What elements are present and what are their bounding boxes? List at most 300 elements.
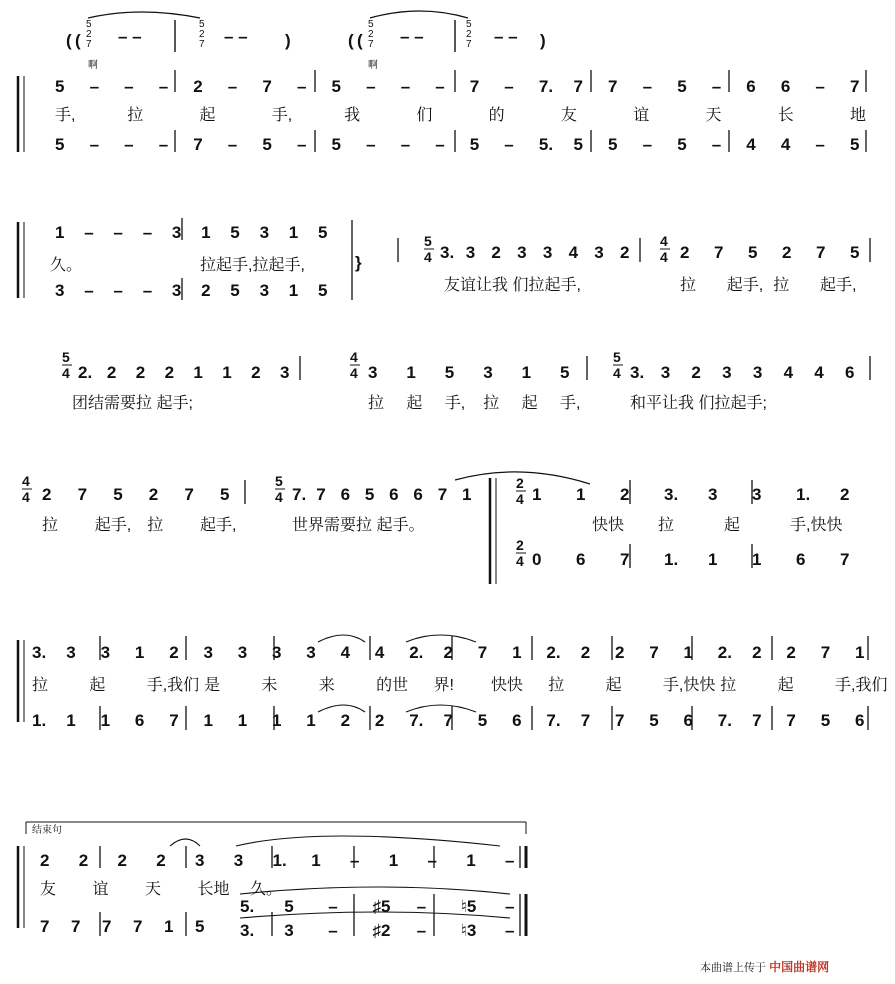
line6-chord-high: [240, 897, 514, 916]
line5-bottom-note-0: 1.: [32, 711, 47, 730]
line1-top-note-13: –: [504, 77, 514, 96]
line2-bottom-notes: [55, 281, 327, 300]
line4-voice-top-note-3: 3.: [664, 485, 679, 504]
line3-m1-note-0: 2.: [78, 363, 93, 382]
line5-top-note-2: 3: [100, 643, 111, 662]
svg-text:– –: – –: [118, 27, 142, 46]
line6-top-notes: [40, 851, 514, 870]
line2-solo-b-lyric-0: 拉: [680, 277, 697, 294]
svg-text:(: (: [357, 31, 363, 50]
line3-m3-notes: [630, 363, 854, 382]
line5-top-note-7: 3: [272, 643, 282, 662]
system-5: [18, 635, 887, 730]
line4-m1-notes: [42, 485, 229, 504]
line4-m1-lyric-1: 起手,: [94, 517, 132, 534]
line4-m2-note-7: 1: [462, 485, 472, 504]
line4-m2-notes: [292, 485, 471, 504]
intro-hum-1: 啊: [88, 60, 98, 71]
line3-m3-note-6: 4: [814, 363, 824, 382]
ts-l4-c-bottom: 4: [516, 491, 524, 507]
ts-l3-c-top: 5: [613, 349, 621, 365]
line2-solo-a-note-1: 3: [465, 243, 476, 262]
intro-b-n2: 2: [199, 29, 205, 40]
ts-l2-a-bottom: 4: [424, 249, 432, 265]
line5-top-note-23: 7: [820, 643, 831, 662]
line3-m3-note-1: 3: [660, 363, 671, 382]
line2-solo-a-note-4: 3: [542, 243, 553, 262]
intro-a-n3: 7: [86, 39, 92, 50]
line4-m2-note-4: 6: [389, 485, 399, 504]
line4-m2-note-6: 7: [437, 485, 448, 504]
line6-top-note-5: 3: [233, 851, 244, 870]
line4-voice-top-note-0: 1: [532, 485, 542, 504]
line1-top-note-14: 7.: [538, 77, 554, 96]
line6-chord-high-note-6: –: [505, 897, 515, 916]
system-4: [22, 472, 849, 584]
intro-b-n1: 5: [199, 19, 205, 30]
line3-m3-note-7: 6: [845, 363, 855, 382]
line2-solo-a-note-5: 4: [568, 243, 579, 262]
line4-voice-top-notes: [532, 485, 849, 504]
line5-top-note-5: 3: [203, 643, 213, 662]
line5-bottom-note-14: 6: [512, 711, 522, 730]
line4-voice-top-note-4: 3: [708, 485, 718, 504]
line4-voice-bottom-note-4: 1: [708, 550, 718, 569]
line5-bottom-note-12: 7: [443, 711, 453, 730]
line5-top-note-4: 2: [169, 643, 179, 662]
line5-bottom-note-6: 1: [237, 711, 248, 730]
line1-bottom-note-22: –: [815, 135, 825, 154]
line1-lyric-0: 手,: [55, 107, 76, 124]
line6-top-note-2: 2: [117, 851, 127, 870]
line3-m2-notes: [368, 363, 569, 382]
footer-text: 本曲谱上传于: [700, 962, 766, 974]
line3-m2-note-0: 3: [368, 363, 378, 382]
line5-bottom-notes: [32, 711, 864, 730]
line1-top-note-23: 7: [850, 77, 860, 96]
line5-bottom-note-18: 5: [649, 711, 659, 730]
line2-bottom-note-4: 3: [171, 281, 182, 300]
system-6: [18, 822, 526, 940]
line5-bottom-note-15: 7.: [546, 711, 561, 730]
line1-lyric-6: 的: [488, 107, 505, 124]
line4-voice-bottom-notes: [532, 550, 849, 569]
system-2: [18, 218, 870, 300]
line4-m1-lyric-3: 起手,: [200, 517, 237, 534]
line4-voice-lyric-3: 手,快快: [790, 517, 843, 534]
line1-lyric-5: 们: [416, 107, 433, 124]
line6-chord-low-note-6: –: [505, 921, 515, 940]
line1-top-note-18: 5: [677, 77, 687, 96]
line3-m2-note-4: 1: [521, 363, 532, 382]
line3-m2-lyric-4: 起: [521, 395, 538, 412]
line5-bottom-note-1: 1: [66, 711, 76, 730]
line6-chord-high-note-5: ♮5: [460, 897, 477, 916]
line1-bottom-note-2: –: [124, 135, 134, 154]
line2-solo-b-note-2: 5: [748, 243, 758, 262]
line2-top-note-5: 1: [201, 223, 211, 242]
line6-chord-high-note-1: 5: [284, 897, 294, 916]
intro-chords: [66, 11, 546, 71]
line2-bottom-note-1: –: [84, 281, 94, 300]
line1-top-notes: [55, 77, 859, 96]
line3-m2-note-1: 1: [406, 363, 416, 382]
line5-bottom-note-16: 7: [580, 711, 591, 730]
line5-top-note-16: 2: [580, 643, 591, 662]
line6-bottom-notes: [40, 917, 204, 936]
line5-top-note-22: 2: [786, 643, 796, 662]
line4-m1-note-1: 7: [77, 485, 88, 504]
line4-voice-bottom-note-2: 7: [620, 550, 630, 569]
line1-top-note-10: –: [400, 77, 411, 96]
line1-bottom-note-20: 4: [746, 135, 756, 154]
line1-bottom-note-5: –: [227, 135, 238, 154]
line4-m1-note-3: 2: [148, 485, 159, 504]
line5-bottom-note-21: 7: [752, 711, 762, 730]
line4-m1-note-2: 5: [113, 485, 123, 504]
line1-bottom-note-12: 5: [469, 135, 480, 154]
line2-bottom-note-3: –: [142, 281, 153, 300]
ts-l4-b-bottom: 4: [275, 489, 283, 505]
line1-bottom-note-0: 5: [55, 135, 65, 154]
svg-text:(: (: [66, 31, 72, 50]
line1-bottom-note-1: –: [89, 135, 100, 154]
line4-voice-lyrics: [592, 516, 842, 534]
line6-bottom-note-1: 7: [71, 917, 81, 936]
line1-top-note-12: 7: [469, 77, 480, 96]
intro-c-n3: 7: [368, 39, 374, 50]
intro-d-n3: 7: [466, 39, 472, 50]
line5-top-note-15: 2.: [546, 643, 561, 662]
ts-l4-a-bottom: 4: [22, 489, 30, 505]
line6-top-note-6: 1.: [272, 851, 287, 870]
ts-l2-b-bottom: 4: [660, 249, 668, 265]
line1-bottom-note-10: –: [400, 135, 411, 154]
line1-bottom-note-7: –: [297, 135, 307, 154]
line2-solo-a-note-0: 3.: [440, 243, 455, 262]
line2-solo-a-notes: [440, 243, 629, 262]
line1-top-note-17: –: [642, 77, 653, 96]
line1-bottom-note-18: 5: [677, 135, 687, 154]
line5-top-note-17: 2: [615, 643, 625, 662]
line2-solo-b-lyric-1: 起手,: [726, 277, 764, 294]
line4-m1-note-4: 7: [184, 485, 194, 504]
line1-bottom-note-11: –: [435, 135, 445, 154]
line4-voice-top-note-2: 2: [620, 485, 630, 504]
line2-solo-b-note-4: 7: [816, 243, 826, 262]
line3-m1-note-7: 3: [280, 363, 290, 382]
line2-solo-a-note-7: 2: [620, 243, 630, 262]
line4-voice-bottom-note-7: 7: [840, 550, 850, 569]
line2-solo-a-note-3: 3: [517, 243, 527, 262]
line3-m1-note-3: 2: [164, 363, 175, 382]
ts-l4-a-top: 4: [22, 473, 30, 489]
ts-l3-b-top: 4: [350, 349, 358, 365]
line2-bottom-note-8: 1: [288, 281, 299, 300]
line1-lyric-8: 谊: [633, 107, 650, 124]
line5-bottom-note-9: 2: [340, 711, 351, 730]
line1-lyric-9: 天: [705, 107, 722, 124]
line5-top-note-9: 4: [340, 643, 351, 662]
line6-lyric-2: 天: [145, 881, 162, 898]
svg-text:(: (: [75, 31, 81, 50]
line4-voice-bottom-note-1: 6: [576, 550, 586, 569]
line2-solo-b-note-0: 2: [680, 243, 690, 262]
line3-m3-note-2: 2: [691, 363, 701, 382]
line6-bottom-note-5: 5: [195, 917, 205, 936]
line1-top-note-6: 7: [262, 77, 272, 96]
line5-bottom-note-22: 7: [786, 711, 796, 730]
line2-solo-b-notes: [680, 243, 859, 262]
line5-top-note-1: 3: [66, 643, 76, 662]
line4-m2-note-2: 6: [340, 485, 351, 504]
line1-top-note-21: 6: [780, 77, 791, 96]
line5-bottom-note-3: 6: [134, 711, 145, 730]
line6-chord-high-note-3: ♯5: [372, 897, 391, 916]
ts-l4-d-bottom: 4: [516, 553, 524, 569]
line4-voice-top-note-6: 1.: [796, 485, 811, 504]
line4-voice-bottom-note-0: 0: [532, 550, 542, 569]
line4-m2-lyrics: 世界需要拉 起手。: [292, 517, 425, 534]
line5-bottom-note-13: 5: [477, 711, 488, 730]
line6-top-note-11: 1: [466, 851, 476, 870]
line4-m2-note-1: 7: [316, 485, 326, 504]
line4-m1-note-0: 2: [42, 485, 52, 504]
ts-l4-b-top: 5: [275, 473, 283, 489]
line1-bottom-note-21: 4: [780, 135, 791, 154]
line6-top-note-4: 3: [195, 851, 205, 870]
line2-solo-b-note-1: 7: [714, 243, 724, 262]
ts-l2-b-top: 4: [660, 233, 668, 249]
line1-lyric-4: 我: [344, 107, 361, 124]
line6-bottom-note-0: 7: [40, 917, 50, 936]
line4-voice-bottom-note-6: 6: [796, 550, 806, 569]
line6-chord-high-note-0: 5.: [240, 897, 255, 916]
line1-bottom-note-17: –: [642, 135, 653, 154]
line2-top-note-1: –: [84, 223, 94, 242]
line5-bottom-note-5: 1: [203, 711, 213, 730]
line5-bottom-note-11: 7.: [409, 711, 424, 730]
line3-m2-lyric-3: 拉: [483, 395, 500, 412]
line2-solo-b-note-5: 5: [850, 243, 860, 262]
line5-bottom-note-19: 6: [683, 711, 693, 730]
line1-top-note-8: 5: [331, 77, 341, 96]
line1-bottom-note-3: –: [158, 135, 169, 154]
line1-top-note-11: –: [435, 77, 445, 96]
svg-text:– –: – –: [224, 27, 248, 46]
line5-bottom-note-7: 1: [272, 711, 282, 730]
line3-m1-note-1: 2: [106, 363, 117, 382]
line4-m2-note-5: 6: [413, 485, 423, 504]
ts-l3-c-bottom: 4: [613, 365, 621, 381]
svg-text:– –: – –: [400, 27, 424, 46]
line5-top-note-0: 3.: [32, 643, 47, 662]
line5-top-note-13: 7: [477, 643, 488, 662]
line1-top-note-7: –: [297, 77, 307, 96]
line3-m3-note-5: 4: [783, 363, 794, 382]
line5-lyric-14: 手,我们: [835, 677, 888, 694]
line1-top-note-4: 2: [193, 77, 203, 96]
intro-hum-2: 啊: [368, 60, 378, 71]
line1-lyric-3: 手,: [271, 107, 293, 124]
svg-text:): ): [540, 31, 546, 50]
line6-chord-high-note-2: –: [328, 897, 338, 916]
line1-bottom-note-15: 5: [573, 135, 583, 154]
system-3: [62, 349, 870, 412]
ts-l3-a-bottom: 4: [62, 365, 70, 381]
line5-lyric-8: 快快: [490, 677, 523, 694]
line6-chord-low-note-1: 3: [284, 921, 294, 940]
line3-m2-note-5: 5: [560, 363, 570, 382]
line2-solo-b-note-3: 2: [782, 243, 792, 262]
line5-lyric-3: 是: [204, 677, 221, 694]
line2-solo-a-note-2: 2: [491, 243, 501, 262]
line5-bottom-note-23: 5: [820, 711, 831, 730]
line1-lyric-11: 地: [850, 107, 867, 124]
line3-m1-notes: [78, 363, 289, 382]
line3-m1-lyrics: 团结需要拉 起手;: [72, 395, 193, 412]
line5-lyric-13: 起: [777, 677, 794, 694]
footer-watermark: [700, 958, 829, 975]
line5-top-note-21: 2: [752, 643, 762, 662]
line3-m1-note-5: 1: [222, 363, 232, 382]
line6-bottom-note-4: 1: [164, 917, 174, 936]
line1-lyric-1: 拉: [127, 107, 144, 124]
line4-m1-lyric-2: 拉: [147, 517, 164, 534]
intro-a-n2: 2: [86, 29, 92, 40]
line3-m2-lyric-2: 手,: [444, 395, 466, 412]
line4-voice-bottom-note-3: 1.: [664, 550, 679, 569]
line3-m3-note-4: 3: [752, 363, 763, 382]
line3-m1-note-4: 1: [193, 363, 203, 382]
line3-m1-note-6: 2: [251, 363, 261, 382]
ts-l3-b-bottom: 4: [350, 365, 358, 381]
line3-m2-lyrics: [368, 394, 580, 412]
line6-chord-low-note-2: –: [328, 921, 338, 940]
line6-top-note-10: –: [427, 851, 437, 870]
line2-solo-b-lyric-3: 起手,: [820, 277, 857, 294]
line5-lyric-2: 手,我们: [146, 677, 200, 694]
svg-text:): ): [285, 31, 291, 50]
line2-lyric-1: 久。: [50, 257, 83, 274]
line6-top-note-8: –: [350, 851, 360, 870]
line5-top-note-8: 3: [306, 643, 316, 662]
line3-m3-lyrics: 和平让我 们拉起手;: [630, 395, 767, 412]
line3-m2-lyric-5: 手,: [560, 395, 581, 412]
line4-m1-note-5: 5: [220, 485, 230, 504]
line1-top-note-0: 5: [55, 77, 65, 96]
line2-bottom-note-0: 3: [55, 281, 65, 300]
line6-top-note-0: 2: [40, 851, 50, 870]
ts-l3-a-top: 5: [62, 349, 70, 365]
line5-bottom-note-24: 6: [855, 711, 865, 730]
line6-bottom-note-2: 7: [102, 917, 112, 936]
line5-lyric-4: 未: [261, 677, 278, 694]
line5-lyric-9: 拉: [548, 677, 565, 694]
line4-voice-lyric-0: 快快: [592, 517, 625, 534]
line2-solo-a-lyrics: 友谊让我 们拉起手,: [444, 277, 581, 294]
line1-bottom-note-13: –: [504, 135, 514, 154]
line5-lyric-5: 来: [318, 677, 335, 694]
line5-top-note-12: 2: [443, 643, 453, 662]
line2-bottom-note-7: 3: [259, 281, 270, 300]
line4-voice-bottom-note-5: 1: [752, 550, 762, 569]
line2-bottom-note-6: 5: [230, 281, 240, 300]
line2-top-note-3: –: [142, 223, 153, 242]
line2-solo-b-lyric-2: 拉: [773, 277, 790, 294]
line1-top-note-9: –: [366, 77, 376, 96]
line2-top-note-0: 1: [55, 223, 65, 242]
line2-top-notes: [55, 223, 327, 242]
line3-m1-note-2: 2: [135, 363, 146, 382]
ending-label: 结束句: [32, 825, 62, 836]
line5-lyric-11: 手,快快: [662, 677, 716, 694]
line5-bottom-note-2: 1: [100, 711, 111, 730]
line1-bottom-note-4: 7: [193, 135, 203, 154]
line1-bottom-note-16: 5: [608, 135, 618, 154]
line2-top-note-9: 5: [318, 223, 328, 242]
line1-bottom-note-19: –: [711, 135, 722, 154]
line4-voice-lyric-2: 起: [724, 517, 741, 534]
line1-top-note-15: 7: [573, 77, 583, 96]
line6-lyrics: [40, 879, 282, 898]
line2-top-note-6: 5: [230, 223, 240, 242]
line4-voice-top-note-5: 3: [752, 485, 762, 504]
line3-m2-lyric-1: 起: [406, 395, 423, 412]
line1-top-note-20: 6: [746, 77, 756, 96]
line4-m2-note-0: 7.: [292, 485, 307, 504]
line1-lyric-2: 起: [199, 107, 216, 124]
line2-top-note-4: 3: [171, 223, 182, 242]
line1-top-note-22: –: [815, 77, 825, 96]
line5-bottom-note-10: 2: [374, 711, 385, 730]
line5-lyric-1: 起: [89, 677, 106, 694]
line5-top-note-3: 1: [134, 643, 145, 662]
line5-lyric-0: 拉: [32, 677, 49, 694]
line5-lyric-6: 的世: [376, 677, 409, 694]
line1-bottom-note-6: 5: [262, 135, 272, 154]
line1-top-note-3: –: [158, 77, 169, 96]
line5-top-note-18: 7: [649, 643, 659, 662]
line2-bottom-note-9: 5: [318, 281, 328, 300]
line4-voice-lyric-1: 拉: [658, 517, 675, 534]
line6-chord-high-note-4: –: [416, 897, 427, 916]
ts-l4-d-top: 2: [516, 537, 524, 553]
line2-top-note-7: 3: [259, 223, 270, 242]
footer-site-logo: 中国曲谱网: [769, 960, 830, 974]
line6-top-note-1: 2: [78, 851, 89, 870]
intro-c-n1: 5: [368, 19, 374, 30]
line2-lyric-2: 拉起手,拉起手,: [200, 257, 305, 274]
intro-d-n1: 5: [466, 19, 472, 30]
line5-top-note-6: 3: [237, 643, 248, 662]
line6-top-note-9: 1: [388, 851, 399, 870]
line1-bottom-note-9: –: [366, 135, 376, 154]
line6-bottom-note-3: 7: [133, 917, 143, 936]
line6-lyric-3: 长地: [197, 881, 230, 898]
line1-lyric-7: 友: [560, 107, 577, 124]
line1-lyric-10: 长: [777, 107, 794, 124]
line6-lyric-1: 谊: [92, 881, 109, 898]
line6-chord-low-note-5: ♮3: [460, 921, 477, 940]
line1-lyrics: [55, 105, 866, 124]
line2-bottom-note-2: –: [113, 281, 123, 300]
line6-lyric-0: 友: [40, 881, 57, 898]
line5-bottom-note-20: 7.: [717, 711, 732, 730]
line2-solo-a-note-6: 3: [594, 243, 604, 262]
line1-bottom-note-8: 5: [331, 135, 341, 154]
line1-bottom-notes: [55, 135, 859, 154]
